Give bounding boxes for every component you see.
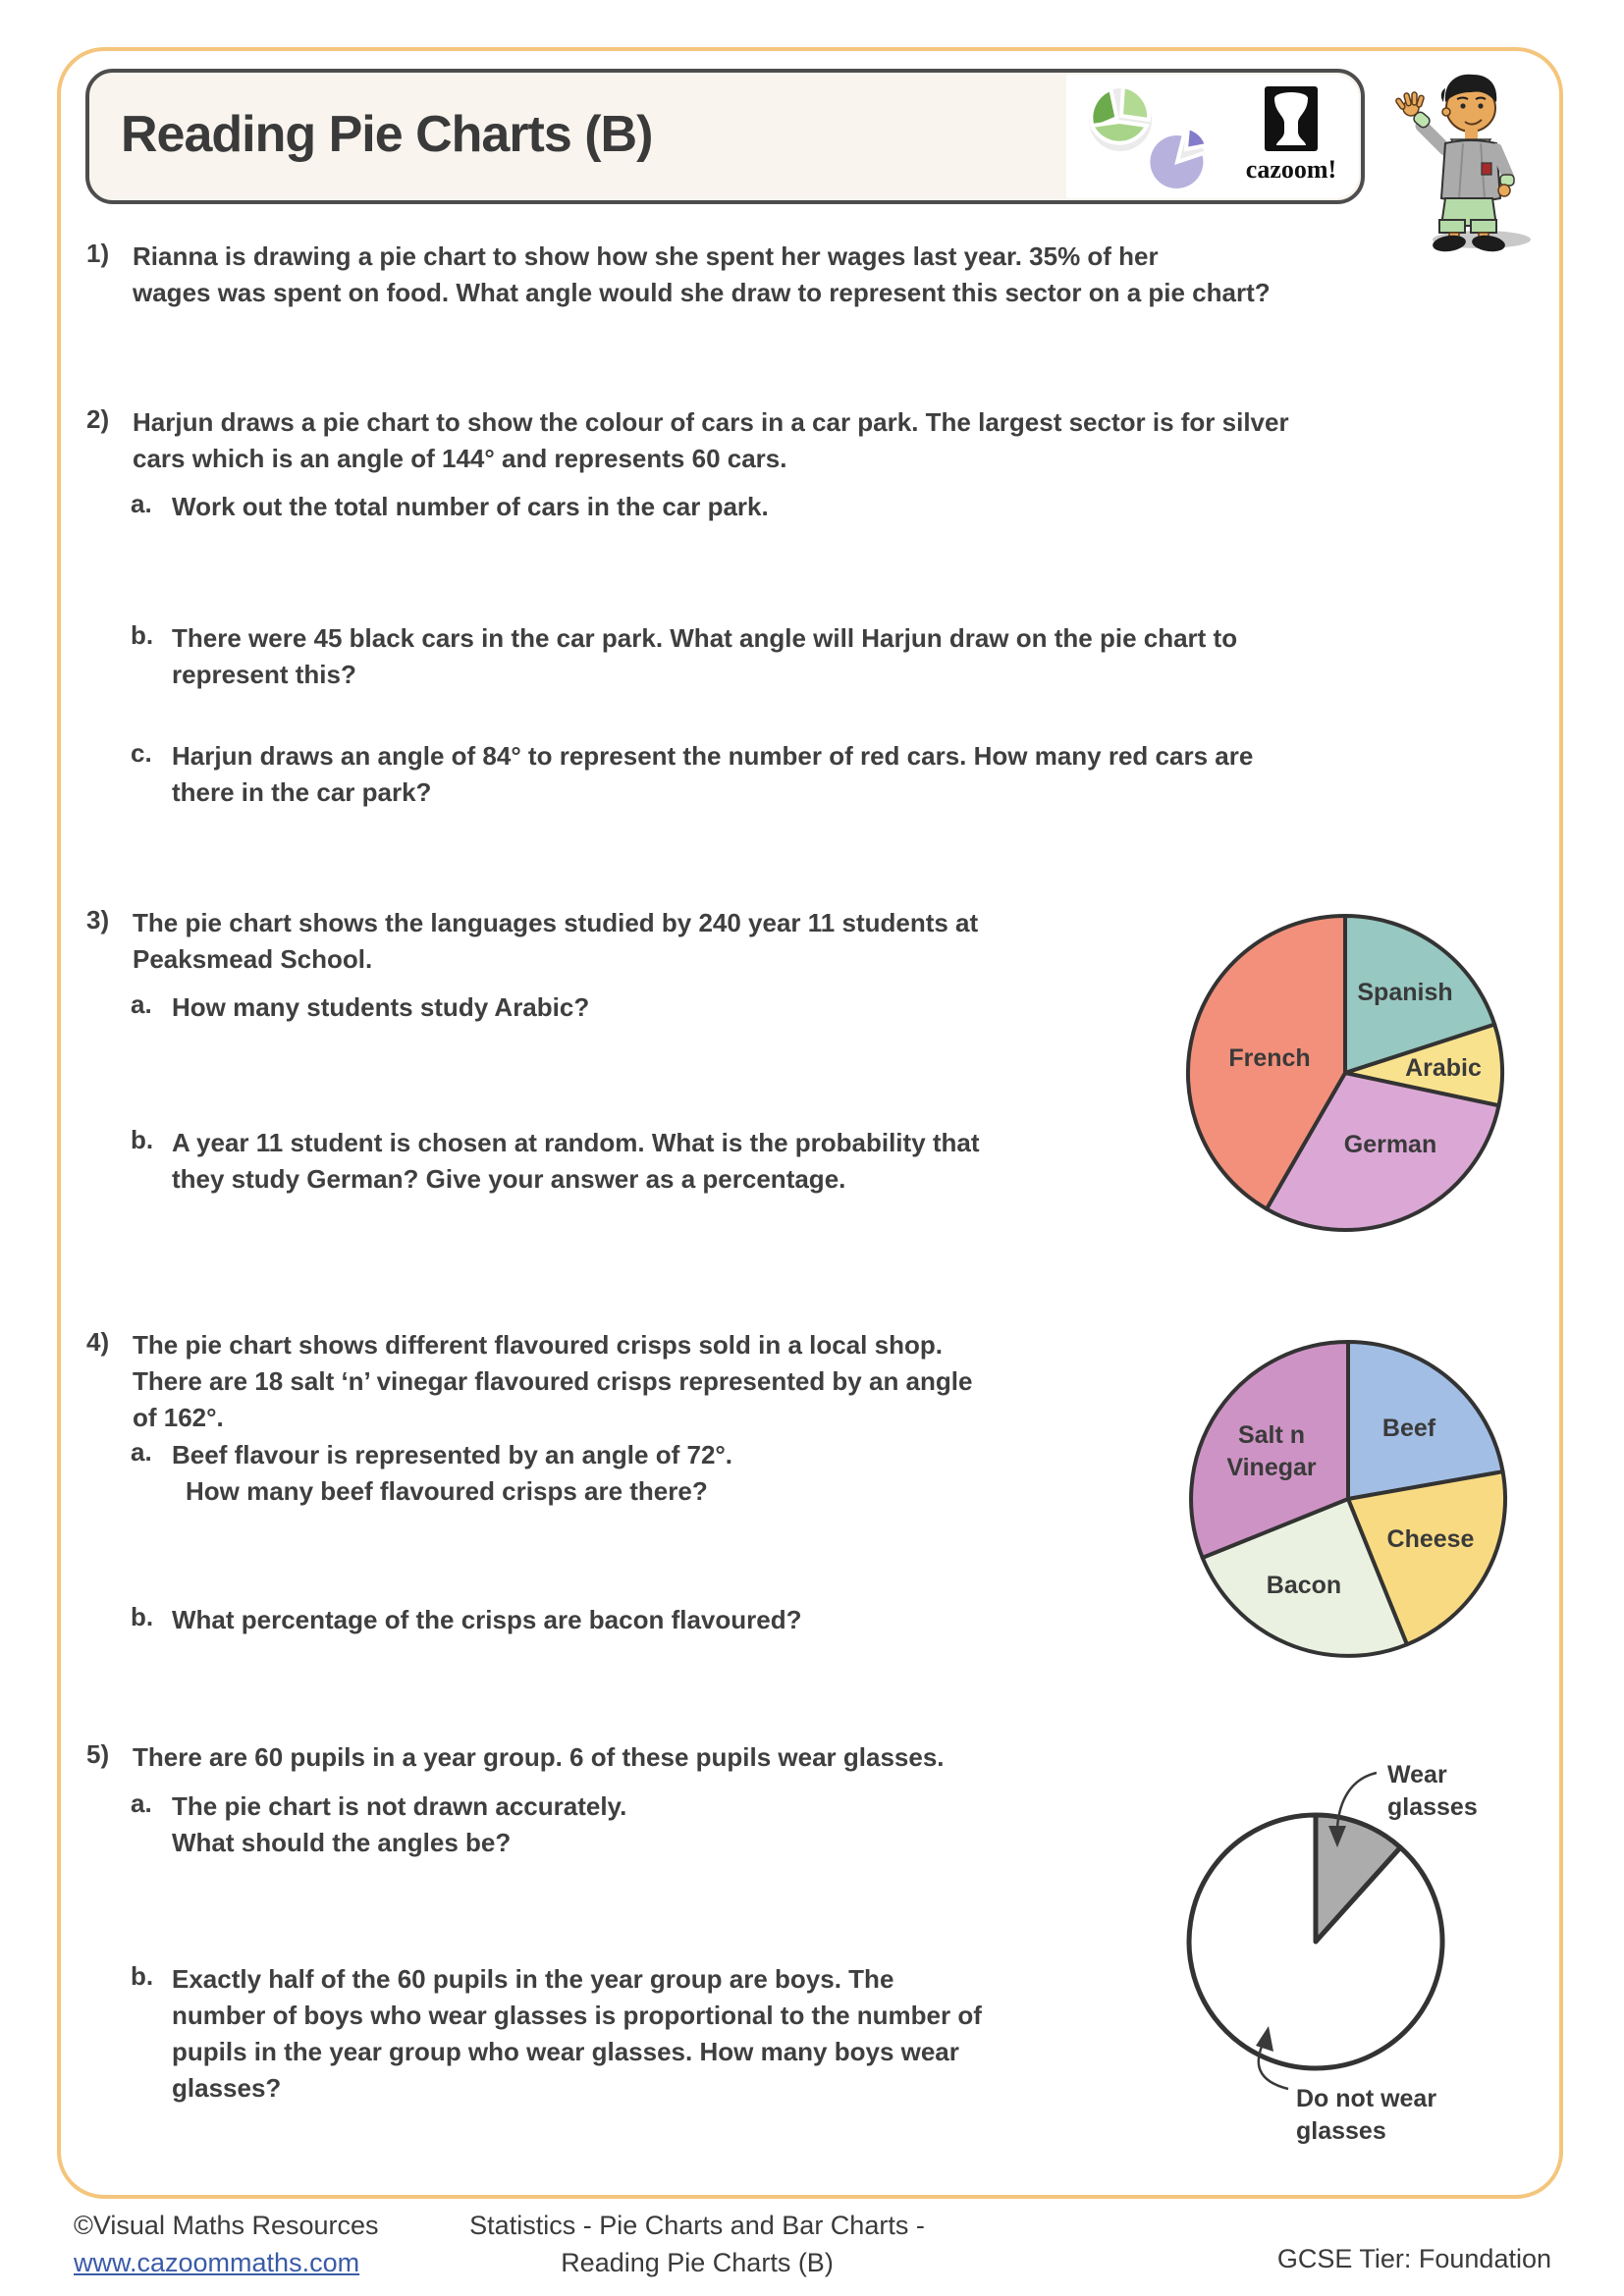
question-text-line: Harjun draws a pie chart to show the colour of cars in a car park. The largest sector is for silver (133, 407, 1289, 437)
part-letter: a. (131, 1437, 152, 1467)
part-text-line: pupils in the year group who wear glasses. How many boys wear (172, 2037, 959, 2066)
question-5 (86, 1739, 945, 1776)
question-number: 1) (86, 239, 110, 268)
question-text-line: of 162°. (133, 1403, 224, 1432)
question-text-line: cars which is an angle of 144° and represents 60 cars. (133, 444, 787, 473)
question-number: 2) (86, 404, 110, 434)
website-link[interactable]: www.cazoommaths.com (74, 2248, 360, 2277)
pie-slice-label: French (1228, 1044, 1311, 1072)
wear-glasses-label: Wear (1387, 1761, 1447, 1789)
pie-slice-label: Bacon (1266, 1572, 1342, 1599)
part-letter: a. (131, 989, 152, 1019)
footer-tier-label: GCSE Tier: Foundation (1276, 2244, 1551, 2273)
question-number: 3) (86, 905, 110, 934)
question-3 (86, 905, 978, 978)
question-2b (131, 620, 1237, 693)
part-letter: b. (131, 1125, 154, 1154)
do-not-wear-glasses-label: glasses (1296, 2117, 1386, 2145)
pie-slice-label: Arabic (1405, 1054, 1482, 1082)
schoolboy-mascot-illustration (1386, 51, 1568, 252)
footer-copyright-block (74, 2207, 379, 2281)
part-text-line: What percentage of the crisps are bacon flavoured? (172, 1605, 802, 1634)
part-letter: b. (131, 1961, 154, 1991)
question-text-line: wages was spent on food. What angle would she draw to represent this sector on a pie chart? (133, 278, 1271, 307)
page-title: Reading Pie Charts (B) (121, 106, 653, 163)
part-text-line: number of boys who wear glasses is proportional to the number of (172, 2001, 982, 2030)
crisps-pie-chart (1181, 1332, 1515, 1666)
glasses-pie-chart (1159, 1745, 1615, 2177)
part-text-line: they study German? Give your answer as a percentage. (172, 1164, 846, 1194)
pie-slice-label: Salt n Vinegar (1226, 1421, 1317, 1481)
pie-charts-icon (1066, 75, 1253, 196)
question-number: 4) (86, 1327, 110, 1357)
copyright-text: ©Visual Maths Resources (74, 2211, 379, 2240)
question-text-line: There are 60 pupils in a year group. 6 of these pupils wear glasses. (133, 1742, 945, 1772)
part-text-line: represent this? (172, 660, 356, 689)
pie-slice-label: Cheese (1386, 1525, 1475, 1553)
pie-slices (1191, 1342, 1505, 1656)
part-letter: b. (131, 1602, 154, 1631)
question-4a (131, 1437, 732, 1510)
question-3b (131, 1125, 980, 1198)
question-3a (131, 989, 589, 1026)
part-text-line: What should the angles be? (172, 1828, 512, 1857)
part-text-line: How many beef flavoured crisps are there? (186, 1476, 708, 1506)
question-text-line: The pie chart shows different flavoured crisps sold in a local shop. (133, 1330, 943, 1360)
part-letter: b. (131, 620, 154, 650)
part-text-line: A year 11 student is chosen at random. What is the probability that (172, 1128, 980, 1157)
languages-pie-chart (1178, 906, 1512, 1240)
part-text-line: Work out the total number of cars in the car park. (172, 492, 769, 521)
question-4 (86, 1327, 972, 1436)
question-2c (131, 738, 1253, 811)
footer-topic-block (378, 2207, 1016, 2281)
part-letter: a. (131, 1789, 152, 1818)
question-5a (131, 1789, 626, 1861)
pie-slices (1189, 1815, 1442, 2068)
question-2a (131, 489, 769, 525)
part-text-line: Exactly half of the 60 pupils in the year group are boys. The (172, 1964, 894, 1994)
part-text-line: Beef flavour is represented by an angle of 72°. (172, 1440, 733, 1469)
question-4b (131, 1602, 801, 1638)
question-1 (86, 239, 1271, 311)
title-bar (85, 69, 1365, 204)
do-not-wear-glasses-label: Do not wear (1296, 2085, 1437, 2112)
question-text-line: The pie chart shows the languages studied by 240 year 11 students at (133, 908, 979, 937)
purple-pie-icon (1148, 128, 1207, 192)
topic-line: Statistics - Pie Charts and Bar Charts - (469, 2211, 925, 2240)
logo-panel (1066, 75, 1359, 198)
green-pie-icon (1085, 86, 1152, 151)
pie-slice-label: Beef (1381, 1415, 1436, 1442)
cazoom-logo (1237, 79, 1345, 194)
cazoom-wordmark: cazoom! (1245, 155, 1337, 184)
pie-slice-label: German (1343, 1131, 1437, 1158)
question-text-line: Rianna is drawing a pie chart to show how she spent her wages last year. 35% of her (133, 241, 1159, 271)
part-text-line: There were 45 black cars in the car park. What angle will Harjun draw on the pie chart to (172, 623, 1238, 653)
question-text-line: Peaksmead School. (133, 944, 373, 974)
part-letter: a. (131, 489, 152, 518)
pie-slices (1188, 916, 1502, 1230)
question-number: 5) (86, 1739, 110, 1769)
worksheet-name-line: Reading Pie Charts (B) (561, 2248, 834, 2277)
part-text-line: Harjun draws an angle of 84° to represent the number of red cars. How many red cars are (172, 741, 1254, 771)
pie-slice-label: Spanish (1357, 979, 1453, 1006)
pie-slice-do-not-wear-glasses (1189, 1815, 1442, 2068)
cazoom-drum-icon (1265, 86, 1318, 151)
question-text-line: There are 18 salt ‘n’ vinegar flavoured crisps represented by an angle (133, 1366, 973, 1396)
question-2 (86, 404, 1289, 477)
part-text-line: How many students study Arabic? (172, 992, 590, 1022)
part-letter: c. (131, 738, 152, 768)
wear-glasses-label: glasses (1387, 1793, 1478, 1821)
question-5b (131, 1961, 982, 2107)
part-text-line: The pie chart is not drawn accurately. (172, 1791, 627, 1821)
part-text-line: there in the car park? (172, 777, 432, 807)
part-text-line: glasses? (172, 2073, 282, 2103)
